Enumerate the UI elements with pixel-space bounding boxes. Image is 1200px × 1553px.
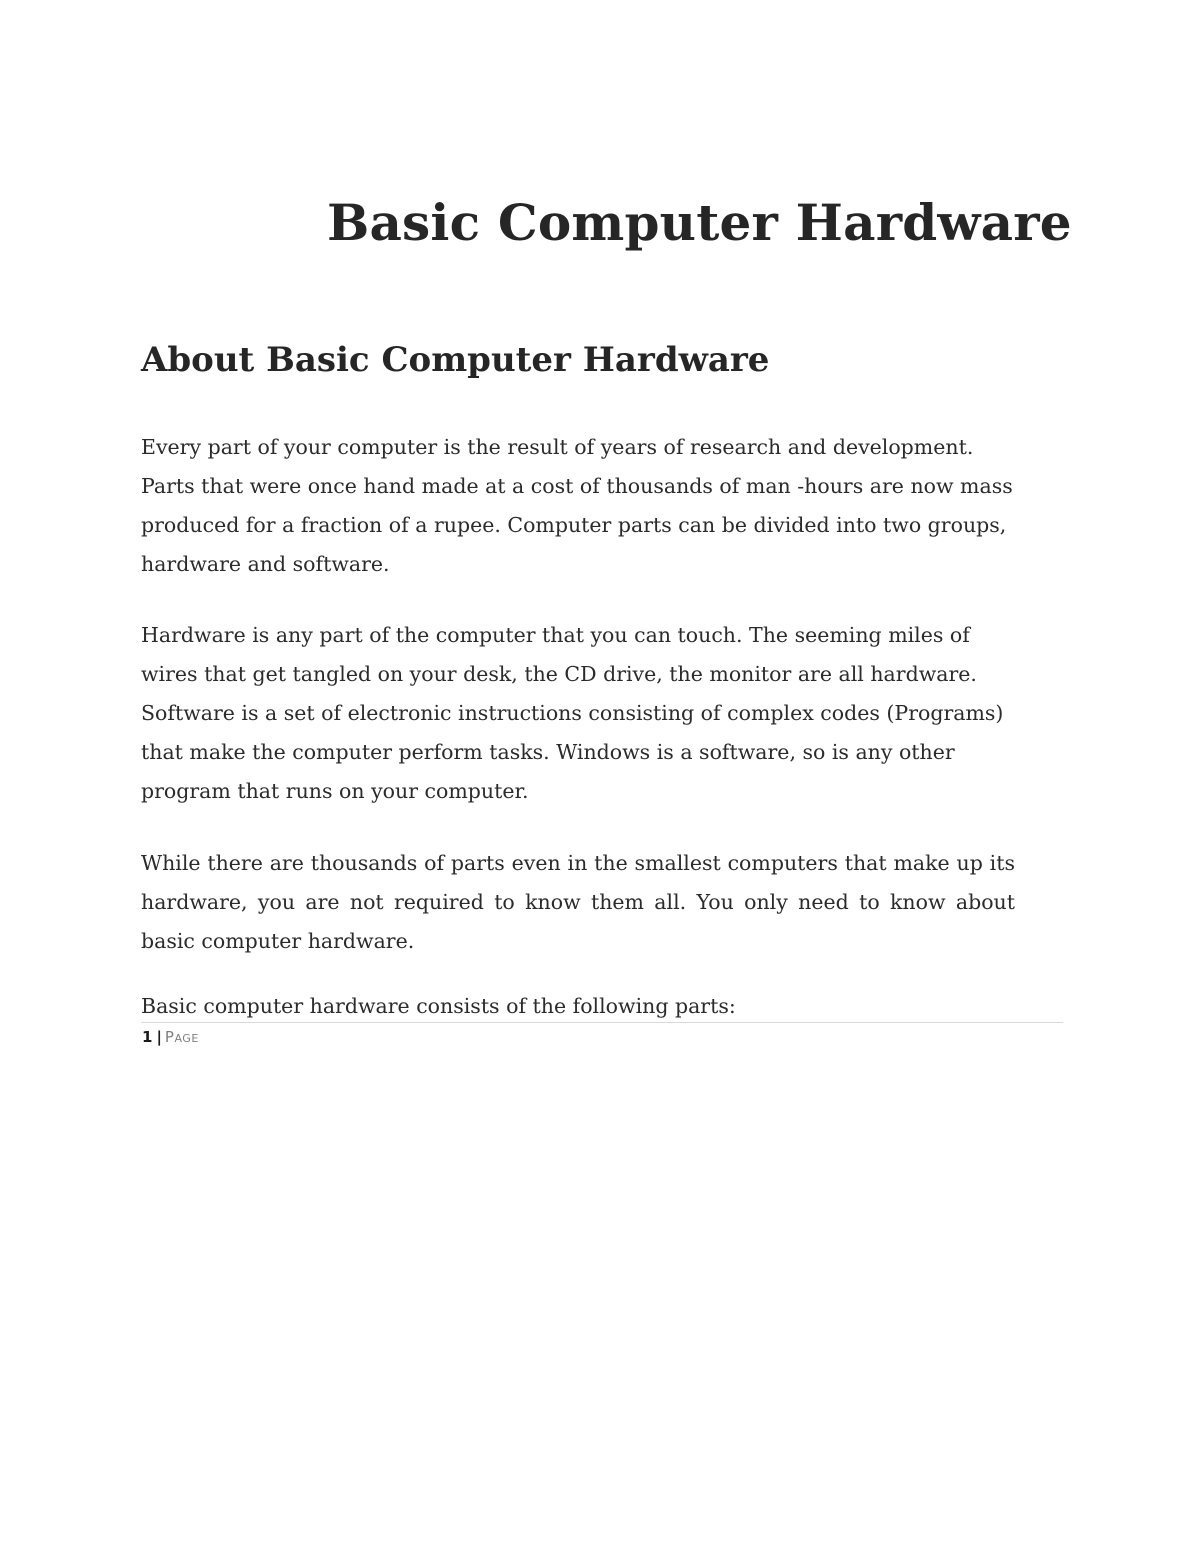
page-number: 1 [142,1028,153,1046]
document-title: Basic Computer Hardware [327,193,1072,252]
page-label: Page [164,1028,199,1046]
footer-divider [141,1022,1063,1023]
paragraph-hardware-definition: Hardware is any part of the computer that you can touch. The seeming miles of wires that get tangled on your desk, the CD drive, the monitor are all hardware. Software is a set of electronic instructions consisting of complex codes (Programs) that make the computer perform tasks. Windows is a software, so is any other program that runs on your computer. [141,623,1004,803]
paragraph-intro: Every part of your computer is the result of years of research and development. Parts that were once hand made at a cost of thousands of man -hours are now mass produced for a fraction of a rupee. Computer parts can be divided into two groups, hardware and software. [141,435,1013,576]
page-separator: | [156,1028,162,1046]
section-heading: About Basic Computer Hardware [141,340,770,380]
paragraph-basic-hardware: While there are thousands of parts even in the smallest computers that make up its hardware, you are not required to know them all. You only need to know about basic computer hardware. [141,851,1015,953]
paragraph-parts-list-intro: Basic computer hardware consists of the following parts: [141,994,736,1018]
page-footer [142,1026,199,1048]
